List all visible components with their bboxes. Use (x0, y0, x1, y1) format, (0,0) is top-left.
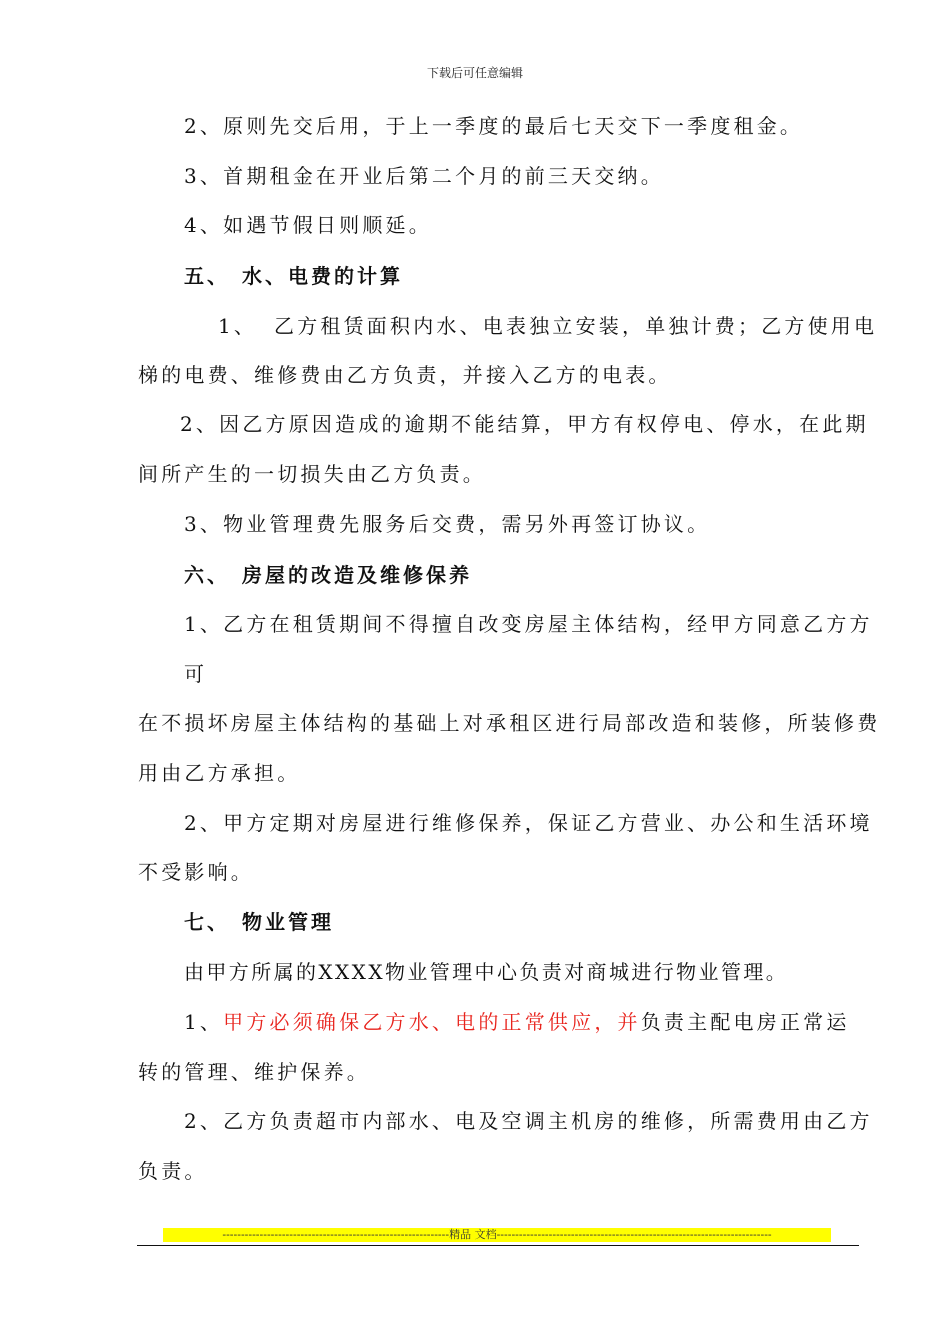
section7-item1-line1 (184, 1008, 850, 1036)
section6-title: 房屋的改造及维修保养 (242, 563, 472, 587)
section7-item2-line1: 2、乙方负责超市内部水、电及空调主机房的维修，所需费用由乙方 (184, 1109, 873, 1133)
section6-item1-line4: 用由乙方承担。 (138, 761, 301, 785)
section4-item2: 2、原则先交后用，于上一季度的最后七天交下一季度租金。 (184, 114, 804, 138)
section5-heading (184, 262, 403, 290)
section5-item2-line1: 2、因乙方原因造成的逾期不能结算，甲方有权停电、停水，在此期 (180, 412, 869, 436)
section5-item1-prefix: 1、 (218, 314, 258, 338)
section6-item1-line3: 在不损坏房屋主体结构的基础上对承租区进行局部改造和装修，所装修费 (138, 711, 881, 735)
footer-label: 精品 文档 (449, 1228, 497, 1241)
footer-rule (137, 1245, 859, 1246)
section5-item3: 3、物业管理费先服务后交费，需另外再签订协议。 (184, 512, 711, 536)
section4-item3: 3、首期租金在开业后第二个月的前三天交纳。 (184, 164, 664, 188)
footer-dashes-left: ------------------------------------------------------------- (222, 1228, 450, 1241)
section7-number: 七、 (184, 910, 230, 934)
section7-item1-prefix: 1、 (184, 1010, 224, 1034)
footer-dashes-right: -------------------------------------------------------------------------- (496, 1228, 772, 1241)
section5-item1-text: 乙方租赁面积内水、电表独立安装，单独计费；乙方使用电 (274, 314, 878, 338)
section7-item1-rest: 负责主配电房正常运 (640, 1010, 850, 1034)
page-header-note: 下载后可任意编辑 (426, 66, 523, 80)
section7-item1-red-text: 甲方必须确保乙方水、电的正常供应，并 (223, 1010, 641, 1034)
footer-band (163, 1228, 831, 1242)
section5-number: 五、 (184, 264, 230, 288)
section5-item1-line1 (218, 312, 877, 340)
section7-title: 物业管理 (242, 910, 334, 934)
section7-intro: 由甲方所属的XXXX物业管理中心负责对商城进行物业管理。 (184, 960, 789, 984)
section7-item1-line2: 转的管理、维护保养。 (138, 1060, 370, 1084)
section6-item1-line1: 1、乙方在租赁期间不得擅自改变房屋主体结构，经甲方同意乙方方 (184, 612, 873, 636)
section4-item4: 4、如遇节假日则顺延。 (184, 213, 432, 237)
section6-item1-line2: 可 (184, 662, 208, 686)
section6-number: 六、 (184, 563, 230, 587)
section6-item2-line1: 2、甲方定期对房屋进行维修保养，保证乙方营业、办公和生活环境 (184, 811, 873, 835)
section5-item1-line2: 梯的电费、维修费由乙方负责，并接入乙方的电表。 (138, 363, 672, 387)
section6-item2-line2: 不受影响。 (138, 860, 254, 884)
section6-heading (184, 561, 472, 589)
section5-title: 水、电费的计算 (242, 264, 403, 288)
section7-heading (184, 908, 334, 936)
section7-item2-line2: 负责。 (138, 1159, 208, 1183)
section5-item2-line2: 间所产生的一切损失由乙方负责。 (138, 462, 486, 486)
